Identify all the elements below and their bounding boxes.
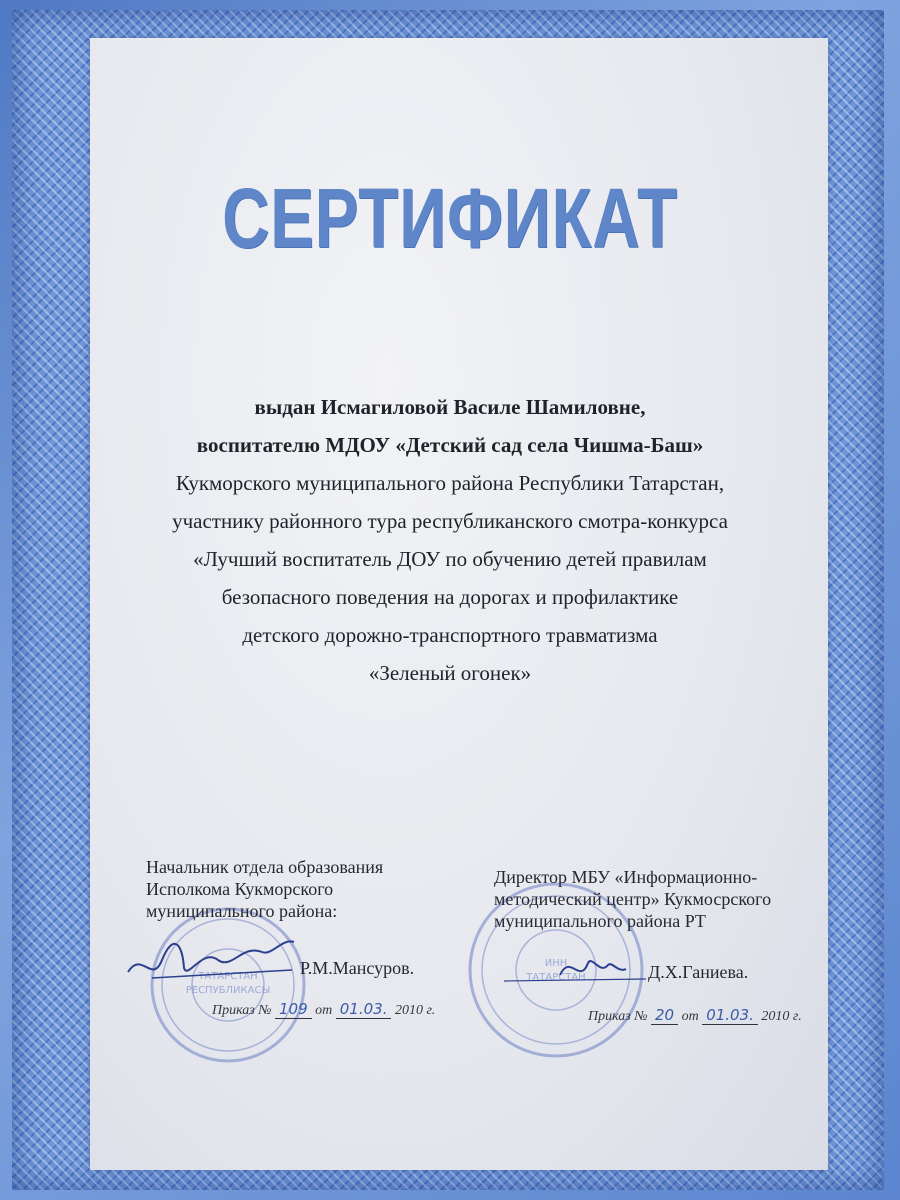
left-handwritten-signature [122,930,302,990]
right-position-line-2: методический центр» Кукмосрского [494,889,772,909]
contest-line-1: «Лучший воспитатель ДОУ по обучению детей правилам [193,547,707,571]
left-order-date: 01.03. [336,1000,392,1019]
right-signatory-name: Д.Х.Ганиева. [648,962,749,982]
contest-line-2: безопасного поведения на дорогах и профилактике [221,585,679,609]
left-position-line-3: муниципального района: [146,901,338,921]
right-order-number: 20 [651,1006,678,1025]
contest-name: «Зеленый огонек» [368,661,532,685]
right-order-prefix: Приказ № [588,1009,648,1024]
right-order-date: 01.03. [702,1006,758,1025]
contest-line-3: детского дорожно-транспортного травматизма [242,623,658,647]
right-handwritten-signature [500,945,650,990]
right-position-line-3: муниципального района РТ [494,911,706,931]
svg-text:ИНН: ИНН [544,958,568,969]
certificate-body [0,388,900,692]
left-order-reference [212,1000,435,1019]
right-position-line-1: Директор МБУ «Информационно- [494,867,758,887]
left-signatory-position [146,856,466,922]
district-line: Кукморского муниципального района Республики Татарстан, [175,471,725,495]
svg-text:ТАТАРСТАН: ТАТАРСТАН [198,971,258,982]
left-position-line-2: Исполкома Кукморского [146,879,334,899]
left-order-from: от [315,1003,333,1018]
left-order-prefix: Приказ № [212,1003,272,1018]
svg-text:РЕСПУБЛИКАСЫ: РЕСПУБЛИКАСЫ [185,985,271,996]
participant-line: участнику районного тура республиканского смотра-конкурса [172,509,728,533]
position-line: воспитателю МДОУ «Детский сад села Чишма-Баш» [196,433,704,457]
left-order-number: 109 [275,1000,312,1019]
right-order-reference [588,1006,802,1025]
right-order-year: 2010 г. [761,1009,802,1024]
left-position-line-1: Начальник отдела образования [146,857,384,877]
certificate-title: СЕРТИФИКАТ [222,171,678,265]
svg-text:ТАТАРСТАН: ТАТАРСТАН [526,972,586,983]
recipient-line: выдан Исмагиловой Василе Шамиловне, [254,395,646,419]
right-signatory-position [494,866,824,932]
right-order-from: от [681,1009,699,1024]
left-signatory-name: Р.М.Мансуров. [300,958,415,978]
left-order-year: 2010 г. [394,1003,436,1018]
